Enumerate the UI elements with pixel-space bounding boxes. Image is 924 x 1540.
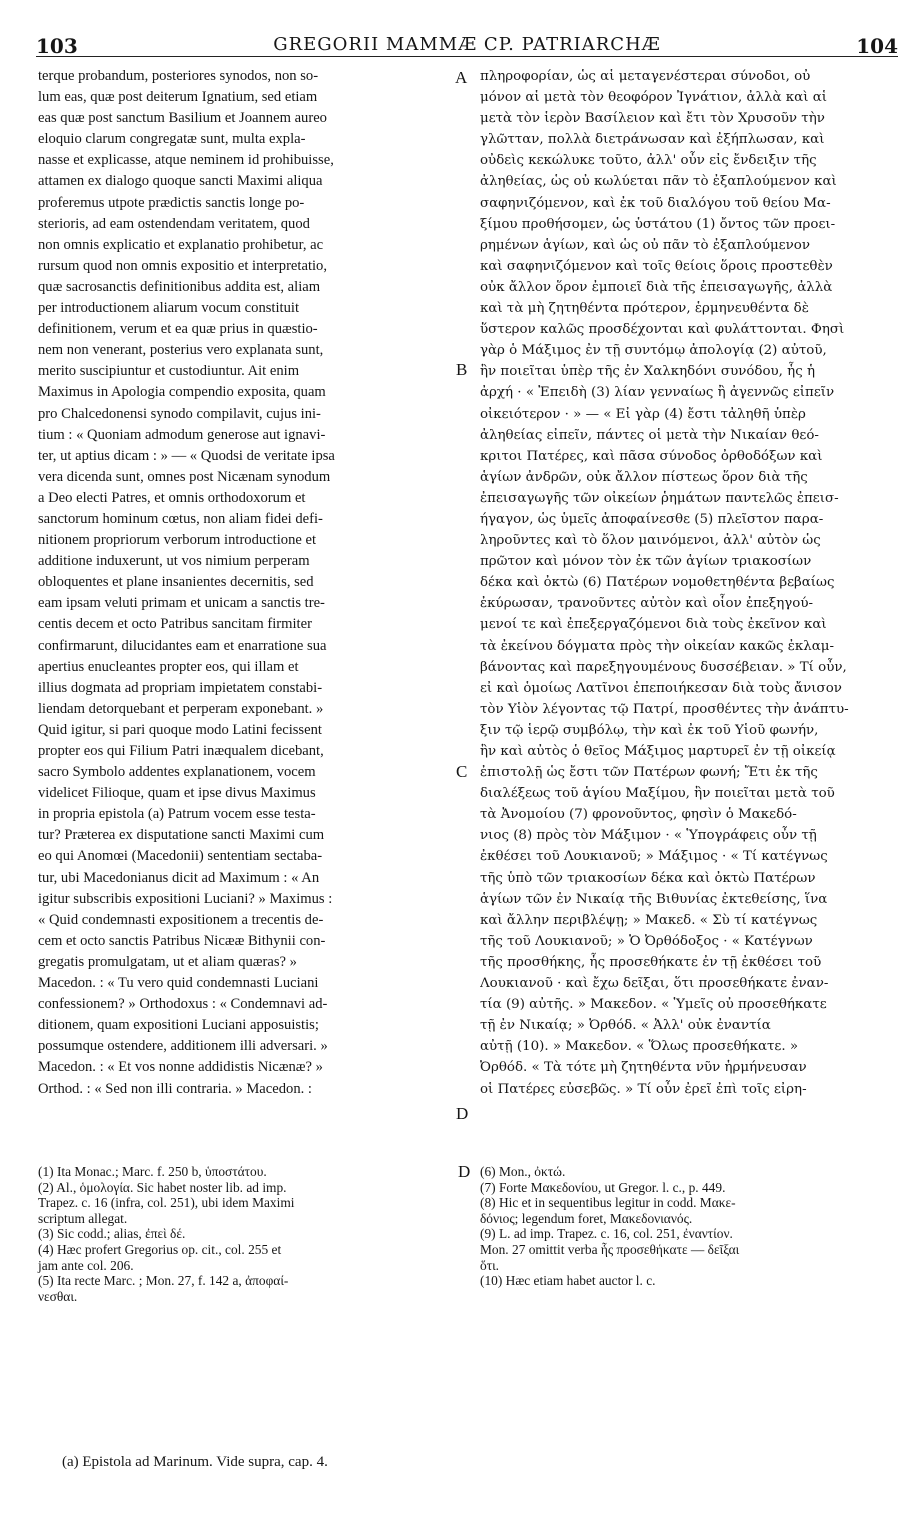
latin-text-line: confirmarunt, dilucidantes eam et enarratione sua: [38, 637, 327, 654]
greek-text-line: ἐπιστολῇ ὡς ἔστι τῶν Πατέρων φωνή; Ἔτι ἐκ τῆς: [480, 765, 818, 781]
greek-text-line: τῆς τοῦ Λουκιανοῦ; » Ὁ Ὀρθόδοξος · « Κατέγνων: [480, 933, 813, 949]
latin-text-line: additione induxerunt, ut vos nimium perperam: [38, 553, 310, 570]
latin-text-line: videlicet Filioque, quam et ipse divus Maximus: [38, 785, 316, 802]
latin-text-line: eas quæ post sanctum Basilium et Joannem aureo: [38, 110, 327, 127]
latin-text-line: ter, ut aptius dicam : » — « Quodsi de veritate ipsa: [38, 447, 335, 464]
section-marker-d: D: [456, 1104, 469, 1123]
greek-text-line: ἀληθείας εἰπεῖν, πάντες οἱ μετὰ τὴν Νικαίαν θεό-: [480, 427, 819, 443]
footnote-line: (8) Hic et in sequentibus legitur in codd. Μακε-: [480, 1195, 736, 1211]
latin-text-line: in propria epistola (a) Patrum vocem esse testa-: [38, 806, 316, 823]
greek-text-line: μενοί τε καὶ ἐπεξεργαζόμενοι διὰ τοὺς ἐκεῖνον καὶ: [480, 617, 827, 633]
latin-text-line: illius dogmata ad propriam impietatem constabi-: [38, 679, 323, 696]
greek-text-line: γὰρ ὁ Μάξιμος ἐν τῇ συντόμῳ ἀπολογίᾳ (2) αὐτοῦ,: [480, 343, 827, 359]
greek-text-line: μετὰ τὸν ἱερὸν Βασίλειον καὶ ἔτι τὸν Χρυσοῦν τὴν: [480, 111, 825, 127]
section-marker-d-notes: D: [458, 1162, 471, 1181]
greek-text-line: ξίμου προθήσομεν, ὡς ὑστάτου (1) ὄντος τῶν προει-: [480, 216, 836, 232]
greek-text-line: διαλέξεως τοῦ ἁγίου Μαξίμου, ἣν ποιεῖται μετὰ τοῦ: [480, 786, 835, 802]
latin-text-line: obloquentes et plane insanientes decernitis, sed: [38, 574, 314, 591]
latin-text-line: Macedon. : « Tu vero quid condemnasti Luciani: [38, 975, 319, 992]
greek-text-line: ἐπεισαγωγῆς τῶν οἰκείων ῥημάτων παντελῶς ἐπεισ-: [480, 490, 839, 506]
greek-column: [480, 66, 896, 1097]
latin-text-line: gregatis promulgatam, ut et aliam quæras? »: [38, 953, 297, 970]
greek-text-line: καὶ τὰ μὴ ζητηθέντα πρότερον, ἑρμηνευθέντα δὲ: [480, 301, 809, 317]
latin-text-line: tium : « Quoniam admodum generose aut ignavi-: [38, 426, 326, 443]
latin-text-line: definitionem, verum et ea quæ prius in quæstio-: [38, 321, 318, 338]
greek-text-line: ὕστερον καλῶς προσδέχονται καὶ φυλάττονται. Φησὶ: [480, 322, 845, 338]
latin-text-line: rursum quod non omnis expositio et interpretatio,: [38, 257, 327, 274]
latin-text-line: confessionem? » Orthodoxus : « Condemnavi ad-: [38, 996, 328, 1013]
page-number-right: 104: [856, 34, 898, 58]
latin-text-line: merito suscipiuntur et custodiuntur. Ait enim: [38, 363, 300, 380]
greek-text-line: πρῶτον καὶ μόνον τὸν ἐκ τῶν ἁγίων τριακοσίων: [480, 554, 812, 570]
footnote-line: (2) Al., ὁμολογία. Sic habet noster lib. ad imp.: [38, 1179, 287, 1195]
footnote-line: jam ante col. 206.: [38, 1257, 134, 1273]
latin-text-line: sanctorum hominum cœtus, non aliam fidei defi-: [38, 510, 323, 527]
greek-text-line: Ὀρθόδ. « Τὰ τότε μὴ ζητηθέντα νῦν ἡρμήνευσαν: [480, 1060, 807, 1076]
footnotes-left: [38, 1164, 450, 1304]
greek-text-line: οἰκειότερον · » — « Εἰ γὰρ (4) ἔστι τἀληθῆ ὑπὲρ: [480, 406, 806, 422]
greek-text-line: τῇ ἐν Νικαίᾳ; » Ὀρθόδ. « Ἀλλ' οὐκ ἐναντία: [480, 1018, 771, 1034]
greek-text-line: ἣν ποιεῖται ὑπὲρ τῆς ἐν Χαλκηδόνι συνόδου, ἧς ἡ: [480, 364, 815, 380]
greek-text-line: ρημένων ἁγίων, καὶ ὡς οὐ πᾶν τὸ ἐξαπλούμενον: [480, 237, 810, 253]
latin-text-line: pro Chalcedonensi synodo compilavit, cujus ini-: [38, 405, 321, 422]
greek-text-line: τῆς ὑπὸ τῶν τριακοσίων δέκα καὶ ὀκτὼ Πατέρων: [480, 870, 816, 886]
footnote-line: (4) Hæc profert Gregorius op. cit., col. 255 et: [38, 1241, 282, 1257]
greek-text-line: σαφηνιζόμενον, καὶ ἐκ τοῦ διαλόγου τοῦ θείου Μα-: [480, 195, 831, 211]
footnote-line: Trapez. c. 16 (infra, col. 251), ubi idem Maximi: [38, 1195, 295, 1211]
page-number-left: 103: [36, 34, 78, 58]
footnotes-right: [480, 1164, 896, 1289]
latin-text-line: non omnis explicatio et explanatio prohibetur, ac: [38, 236, 324, 253]
section-marker-b: B: [456, 360, 468, 379]
greek-text-line: καὶ σαφηνιζόμενον καὶ τοῖς θείοις ὅροις προστεθὲν: [480, 258, 833, 274]
latin-text-line: tur, ubi Macedonianus dicit ad Maximum : « An: [38, 869, 320, 886]
greek-text-line: γλῶτταν, πολλὰ διετράνωσαν καὶ ἐξήπλωσαν, καὶ: [480, 132, 825, 148]
footnote-line: scriptum allegat.: [38, 1210, 128, 1226]
footnote-line: (7) Forte Μακεδονίου, ut Gregor. l. c., p. 449.: [480, 1179, 726, 1195]
latin-text-line: vera dicenda sunt, omnes post Nicænam synodum: [38, 468, 331, 485]
latin-text-line: nitionem propriorum verborum introductione et: [38, 532, 317, 549]
greek-text-line: ἣν καὶ αὐτὸς ὁ θεῖος Μάξιμος μαρτυρεῖ ἐν τῇ οἰκείᾳ: [480, 744, 836, 759]
greek-text-line: ληροῦντες καὶ τὸ ὅλον μαινόμενοι, ἀλλ' αὐτὸν ὡς: [480, 533, 821, 549]
greek-text-line: τῆς προσθήκης, ἧς προσεθήκατε ἐν τῇ ἐκθέσει τοῦ: [480, 954, 822, 970]
running-header: [36, 34, 898, 57]
latin-text-line: sacro Symbolo addentes explanationem, vocem: [38, 764, 316, 781]
latin-text-line: liendam detorquebant et perperam exponebant. »: [38, 700, 324, 717]
latin-text-line: Orthod. : « Sed non illi contraria. » Macedon. :: [38, 1080, 312, 1097]
footnote-line: δόνιος; legendum foret, Μακεδονιανός.: [480, 1210, 693, 1226]
latin-text-line: eo qui Anomœi (Macedonii) sententiam sectaba-: [38, 848, 323, 865]
greek-text-line: ξιν τῷ ἱερῷ συμβόλῳ, τὴν καὶ ἐκ τοῦ Υἱοῦ φωνήν,: [480, 722, 819, 738]
footnote-line: Mon. 27 omittit verba ἧς προσεθήκατε — δεῖξαι: [480, 1241, 740, 1257]
running-title: GREGORII MAMMÆ CP. PATRIARCHÆ: [273, 34, 661, 55]
footnote-line: (9) L. ad imp. Trapez. c. 16, col. 251, ἐναντίον.: [480, 1226, 733, 1242]
latin-text-line: Macedon. : « Et vos nonne addidistis Nicænæ? »: [38, 1059, 323, 1076]
greek-text-line: μόνον αἱ μετὰ τὸν θεοφόρον Ἰγνάτιον, ἀλλὰ καὶ αἱ: [480, 90, 828, 106]
latin-text-line: nem non venerant, posterius vero explanata sunt,: [38, 342, 324, 359]
greek-text-line: ἁγίων ἀνδρῶν, οὐκ ἄλλον πίστεως ὅρον διὰ τῆς: [480, 469, 808, 485]
greek-text-line: ἀρχή · « Ἐπειδὴ (3) λίαν γενναίως ἢ ἀγεννῶς εἰπεῖν: [480, 385, 835, 401]
latin-text-line: possumque ostendere, additionem illi adversari. »: [38, 1038, 328, 1055]
greek-text-line: τία (9) αὐτῆς. » Μακεδον. « Ὑμεῖς οὐ προσεθήκατε: [480, 997, 827, 1013]
greek-text-line: δέκα καὶ ὀκτὼ (6) Πατέρων νομοθετηθέντα βεβαίως: [480, 575, 835, 591]
greek-text-line: καὶ ἄλλην περιβλέψῃ; » Μακεδ. « Σὺ τί κατέγνως: [480, 912, 818, 928]
latin-text-line: ditionem, quam expositioni Luciani apposuistis;: [38, 1017, 319, 1034]
latin-text-line: cem et octo sanctis Patribus Nicææ Bithynii con-: [38, 932, 326, 949]
footnote-a: (a) Epistola ad Marinum. Vide supra, cap. 4.: [62, 1454, 328, 1470]
latin-text-line: igitur subscribis expositioni Luciani? » Maximus :: [38, 890, 333, 907]
greek-text-line: οὐδεὶς κεκώλυκε τοῦτο, ἀλλ' οὖν εἰς ἔνδειξιν τῆς: [480, 153, 817, 169]
greek-text-line: ήγαγον, ὡς ὑμεῖς ἀποφαίνεσθε (5) πλεῖστον παρα-: [480, 511, 824, 527]
greek-text-line: οὐκ ἄλλον ὅρον ἐμποιεῖ διὰ τῆς ἐπεισαγωγῆς, ἀλλὰ: [480, 279, 833, 295]
latin-text-line: lum eas, quæ post deiterum Ignatium, sed etiam: [38, 89, 318, 106]
section-marker-c: C: [456, 762, 468, 781]
latin-text-line: a Deo electi Patres, et omnis orthodoxorum et: [38, 489, 306, 506]
latin-text-line: nasse et explicasse, atque neminem id prohibuisse,: [38, 152, 334, 169]
footnote-line: (6) Mon., ὀκτώ.: [480, 1164, 566, 1179]
greek-text-line: Λουκιανοῦ · καὶ ἔχω δεῖξαι, ὅτι προσεθήκατε ἐναν-: [480, 976, 829, 992]
latin-text-line: attamen ex dialogo quoque sancti Maximi aliqua: [38, 173, 323, 190]
greek-text-line: ἐκύρωσαν, τρανοῦντες αὐτὸν καὶ οἷον ἐπεξηγού-: [480, 596, 814, 612]
greek-text-line: ἀληθείας, ὡς οὐ κωλύεται πᾶν τὸ ἐξαπλούμενον καὶ: [480, 174, 837, 190]
greek-text-line: πληροφορίαν, ὡς αἱ μεταγενέστεραι σύνοδοι, οὐ: [480, 69, 811, 84]
latin-text-line: propter eos qui Filium Patri inæqualem dicebant,: [38, 743, 324, 759]
greek-text-line: ἐκθέσει τοῦ Λουκιανοῦ; » Μάξιμος · « Τί κατέγνως: [480, 849, 828, 865]
greek-text-line: εἰ καὶ ὁμοίως Λατῖνοι ἐπεποιήκεσαν διὰ τοὺς ἄνισον: [480, 680, 842, 696]
footnote-line: νεσθαι.: [38, 1288, 78, 1304]
latin-text-line: eam ipsam veluti primam et unicam a sanctis tre-: [38, 595, 325, 612]
footnote-line: ὅτι.: [480, 1257, 500, 1273]
greek-text-line: τὸν Υἱὸν λέγοντας τῷ Πατρί, προσθέντες τὴν ἀνάπτυ-: [480, 701, 849, 717]
footnote-line: (10) Hæc etiam habet auctor l. c.: [480, 1273, 656, 1289]
greek-text-line: νιος (8) πρὸς τὸν Μάξιμον · « Ὑπογράφεις οὖν τῇ: [480, 828, 817, 844]
greek-text-line: αὐτῇ (10). » Μακεδον. « Ὅλως προσεθήκατε. »: [480, 1039, 799, 1055]
latin-text-line: terque probandum, posteriores synodos, non so-: [38, 68, 319, 84]
latin-text-line: centis decem et octo Patribus sancitam firmiter: [38, 616, 312, 633]
footnote-line: (1) Ita Monac.; Marc. f. 250 b, ὑποστάτου.: [38, 1164, 267, 1179]
latin-text-line: Quid igitur, si pari quoque modo Latini fecissent: [38, 721, 322, 738]
greek-text-line: βάνοντας καὶ παρεξηγουμένους δυσσέβειαν. » Τί οὖν,: [480, 659, 847, 675]
latin-column: [38, 66, 450, 1097]
footnote-line: (3) Sic codd.; alias, ἐπεὶ δέ.: [38, 1226, 186, 1242]
latin-text-line: per introductionem aliarum vocum constituit: [38, 300, 300, 317]
latin-text-line: proferemus utpote prædictis sanctis longe po-: [38, 194, 305, 211]
section-marker-a: A: [455, 68, 468, 87]
latin-text-line: sterioris, ad eam ostendendam veritatem, quod: [38, 215, 310, 232]
latin-text-line: apertius enucleantes propter eos, qui illam et: [38, 658, 299, 675]
greek-text-line: τὰ Ἀνομοίου (7) φρονοῦντος, φησὶν ὁ Μακεδό-: [480, 807, 797, 823]
greek-text-line: κριτοι Πατέρες, καὶ πᾶσα σύνοδος ὀρθοδόξων καὶ: [480, 448, 823, 464]
footnote-line: (5) Ita recte Marc. ; Mon. 27, f. 142 a, ἀποφαί-: [38, 1273, 289, 1289]
latin-text-line: quæ sacrosanctis definitionibus addita est, aliam: [38, 278, 321, 295]
latin-text-line: « Quid condemnasti expositionem a trecentis de-: [38, 911, 324, 928]
greek-text-line: ἁγίων τῶν ἐν Νικαίᾳ τῆς Βιθυνίας ἐκτεθείσης, ἵνα: [480, 891, 828, 907]
greek-text-line: τὰ ἐκείνου δόγματα πρὸς τὴν οἰκείαν κακῶς ἐκλαμ-: [480, 638, 835, 654]
latin-text-line: Maximus in Apologia compendio exposita, quam: [38, 384, 326, 401]
latin-text-line: tur? Præterea ex disputatione sancti Maximi cum: [38, 827, 325, 844]
latin-text-line: eloquio clarum congregatæ sunt, multa expla-: [38, 131, 306, 148]
greek-text-line: οἱ Πατέρες εὐσεβῶς. » Τί οὖν ἐρεῖ ἐπὶ τοῖς εἰρη-: [480, 1081, 807, 1097]
